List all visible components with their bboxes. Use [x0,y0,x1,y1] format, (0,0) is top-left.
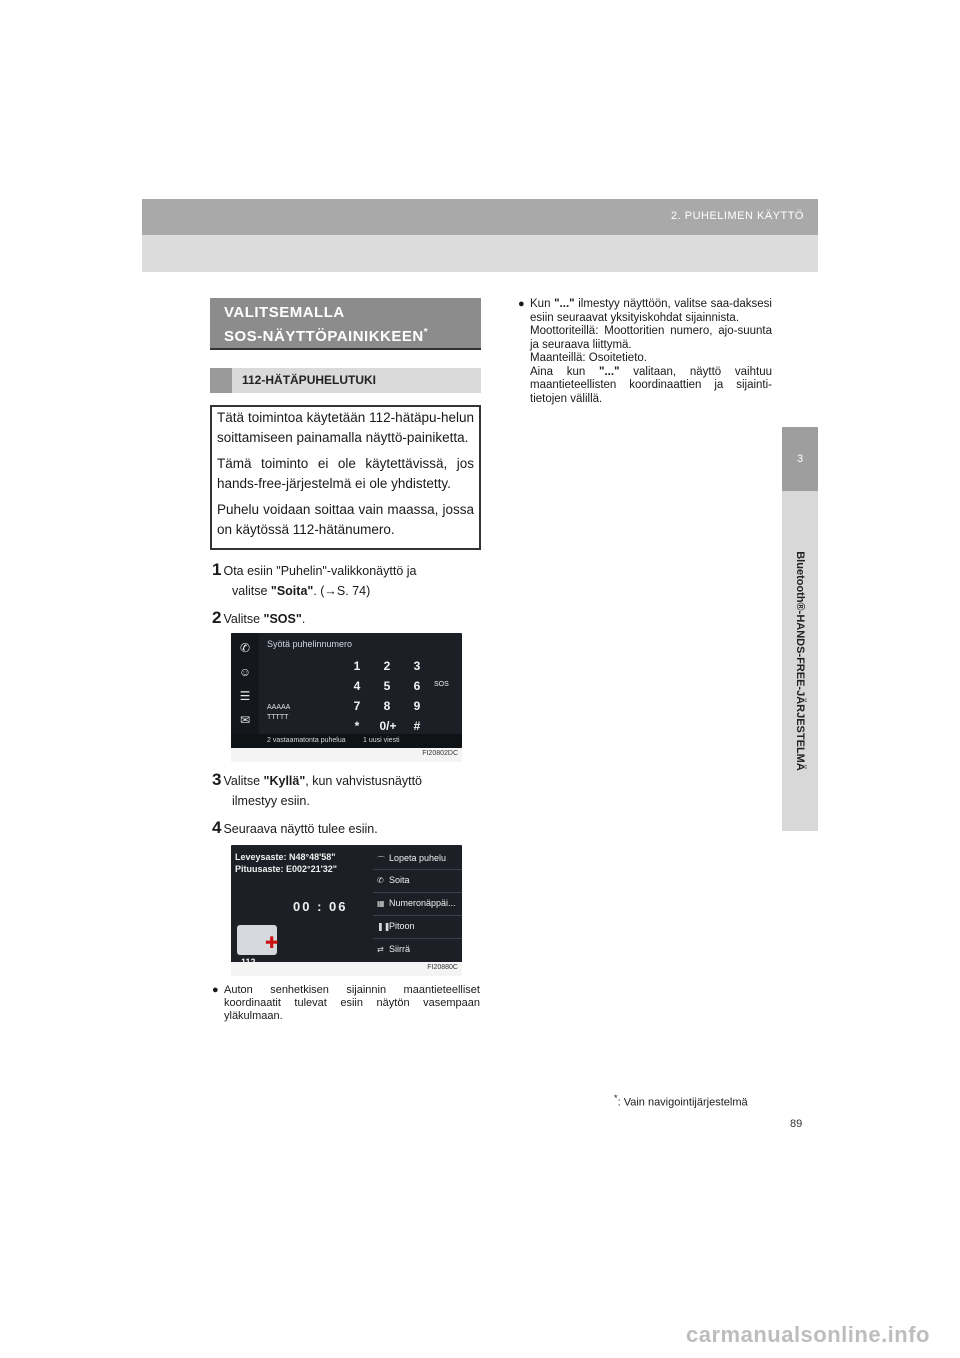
menu-item-transfer: Siirrä [389,944,411,954]
step-text: . (→S. 74) [313,584,371,598]
menu-divider [373,915,462,916]
phone-icon: ✆ [239,641,251,655]
menu-divider [373,869,462,870]
chapter-header [142,199,818,235]
key-star: * [354,719,360,733]
key-6: 6 [413,679,421,693]
step-number: 3 [212,770,222,789]
step-number: 1 [212,560,222,579]
step-1 [212,560,480,601]
menu-item-call: Soita [389,875,410,885]
step-text: , kun vahvistusnäyttö [305,774,423,788]
right-column-note [518,298,772,406]
step-text: Valitse [223,612,264,626]
side-tab [782,491,818,831]
menu-item-hold: Pitoon [389,921,415,931]
info-box [210,405,481,550]
page-number: 89 [790,1118,803,1130]
image-code-strip [231,748,462,762]
recent-name: AAAAA [267,704,291,711]
step-text: Valitse [223,774,264,788]
hold-icon: ❚❚ [377,922,391,931]
screen-status-bar [231,734,462,748]
key-9: 9 [413,699,421,713]
footnote-text: : Vain navigointijärjestelmä [617,1096,748,1109]
note-text: Kun [530,298,555,310]
step-number: 2 [212,608,222,627]
bullet-icon: ● [212,984,219,996]
cross-icon: ✚ [265,935,279,952]
screen-title: Syötä puhelinnumero [267,639,353,649]
section-title-line1: VALITSEMALLA [224,304,345,321]
step-3 [212,770,480,811]
info-paragraph-1: Tätä toimintoa käytetään 112-hätäpu-helun soittamiseen painamalla näyttö-painiketta. [217,410,474,445]
coordinates [235,851,337,875]
image-code: FI20802DC [422,750,458,757]
key-4: 4 [353,679,361,693]
screen-side-menu [231,633,259,748]
key-5: 5 [383,679,391,693]
section-title-line2: SOS-NÄYTTÖPAINIKKEEN [224,328,424,345]
info-paragraph-2: Tämä toiminto ei ole käytettävissä, jos hands-free-järjestelmä ei ole yhdistetty. [217,456,474,491]
note-text: Moottoriteillä: Moottoritien numero, ajo-suunta ja seuraava liittymä. [530,325,772,351]
note-text: Aina kun [530,365,600,378]
call-timer: 00 : 06 [293,899,348,914]
side-tab-label: Bluetooth®-HANDS-FREE-JÄRJESTELMÄ [794,551,806,771]
note-bold: "..." [599,365,620,378]
key-8: 8 [383,699,391,713]
step-4 [212,818,480,839]
step-text: valitse [232,584,271,598]
transfer-icon: ⇄ [377,945,384,954]
image-code-strip [231,962,462,976]
step-bold: "Soita" [270,584,314,598]
step-text: ilmestyy esiin. [232,794,310,808]
section-title [210,298,481,350]
message-icon: ✉ [239,713,251,727]
sos-button: SOS [434,681,449,688]
step-number: 4 [212,818,222,837]
key-0: 0/+ [379,719,397,733]
note-text: ilmestyy näyttöön, valitse saa-daksesi esiin seuraavat yksityiskohdat sijainnista. [530,298,772,324]
subsection-title: 112-HÄTÄPUHELUTUKI [210,368,481,393]
side-tab-number: 3 [782,427,818,491]
menu-item-keypad: Numeronäppäi... [389,898,456,908]
header-subband [142,235,818,272]
keypad-icon: ▦ [377,899,385,908]
section-title-mark: * [423,327,429,338]
menu-item-hang-up: Lopeta puhelu [389,853,447,863]
step-text: Ota esiin "Puhelin"-valikkonäyttö ja [223,564,417,578]
phone-icon: ✆ [377,876,384,885]
latitude: Leveysaste: N48°48'58" [235,852,336,862]
step-bold: "SOS" [263,612,302,626]
note-text: Maanteillä: Osoitetieto. [530,352,647,364]
footnote-mark: * [614,1093,618,1103]
key-7: 7 [353,699,361,713]
bullet-text: Auton senhetkisen sijainnin maantieteelliset koordinaatit tulevat esiin näytön vasempaan yläkulmaan. [224,984,480,1022]
menu-divider [373,938,462,939]
watermark-text: carmanualsonline.info [686,1322,930,1347]
contacts-icon: ☺ [238,665,252,679]
step-2 [212,608,480,629]
new-message-status: 1 uusi viesti [363,737,400,744]
menu-divider [373,892,462,893]
note-bold: "..." [554,298,575,310]
key-2: 2 [383,659,391,673]
history-icon: ☰ [239,689,251,703]
recent-name: TTTTT [267,714,289,721]
step-text: Seuraava näyttö tulee esiin. [223,822,378,836]
key-3: 3 [413,659,421,673]
key-1: 1 [353,659,361,673]
key-hash: # [413,719,421,733]
screenshot-emergency-call [231,845,462,972]
chapter-title: 2. PUHELIMEN KÄYTTÖ [671,210,804,222]
step-bold: "Kyllä" [263,774,306,788]
screenshot-dial-pad [231,633,462,748]
bullet-icon: ● [518,298,525,310]
step-text: . [301,612,306,626]
note-text: valitaan, näyttö vaihtuu maantieteellisten koordinaattien ja sijainti-tietojen välillä. [530,365,772,405]
longitude: Pituusaste: E002°21'32" [235,864,338,874]
call-menu [373,845,462,972]
footnote [614,1093,748,1109]
hang-up-icon: ⌒ [377,856,385,865]
missed-calls-status: 2 vastaamatonta puhelua [267,737,346,744]
recent-names [267,703,290,723]
image-code: FI20880C [427,964,458,971]
watermark [0,1310,960,1358]
info-paragraph-3: Puhelu voidaan soittaa vain maassa, jossa on käytössä 112-hätänumero. [217,502,474,537]
bullet-coordinates [212,984,480,1023]
